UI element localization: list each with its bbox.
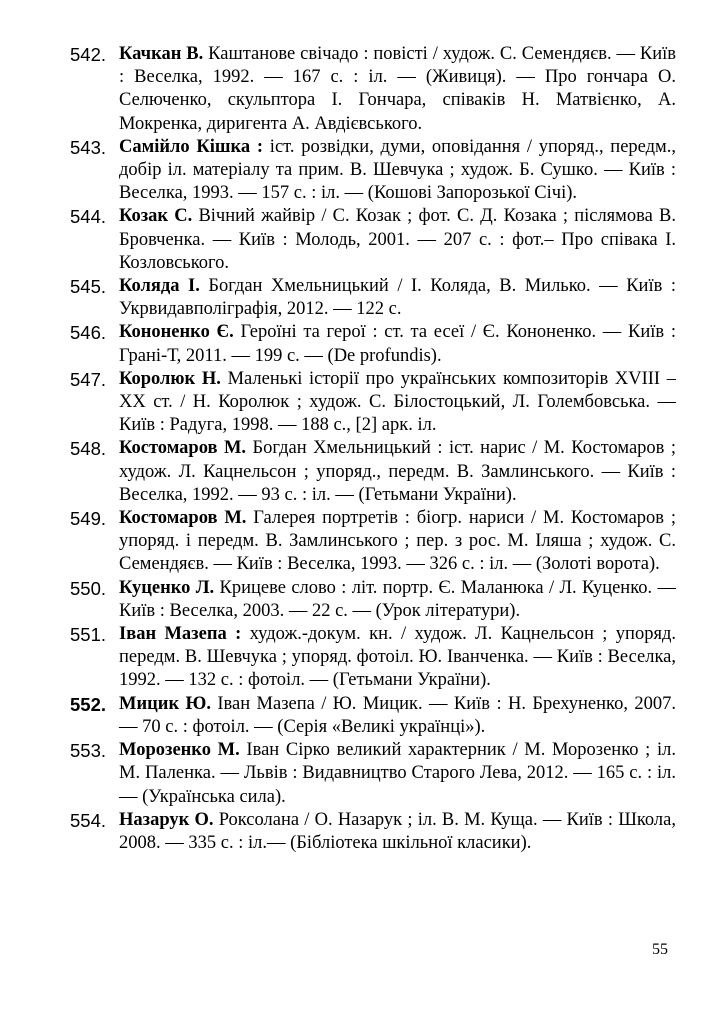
entry-text: іст. розвідки, думи, оповідання / упоряд., передм., добір іл. матеріалу та прим. В. Шевчука ; худож. Б. Сушко. — Київ : Веселка, 1993. — 157 с. : іл. — (Кошові Запорозької Січі). [119, 136, 676, 204]
bibliography-entry-553 [70, 739, 676, 809]
entry-author: Королюк Н. [119, 368, 221, 389]
entry-number: 553. [70, 740, 107, 762]
bibliography-entry-547 [70, 368, 676, 438]
entry-number: 545. [70, 276, 107, 298]
bibliography-entry-544 [70, 205, 676, 275]
entry-text: худож.-докум. кн. / худож. Л. Кацнельсон ; упоряд. передм. В. Шевчука ; упоряд. фотоіл. Ю. Іванченка. — Київ : Веселка, 1992. — 132 с. : фотоіл. — (Гетьмани України). [119, 624, 676, 691]
entry-text: Маленькі історії про українських композиторів XVIII – XX ст. / Н. Королюк ; худож. С. Білостоцький, Л. Голембовська. — Київ : Радуга, 1998. — 188 с., [2] арк. іл. [119, 368, 677, 436]
bibliography-entry-543 [70, 136, 676, 206]
entry-author: Самійло Кішка : [119, 136, 264, 157]
entry-number: 552. [70, 693, 107, 715]
bibliography-entry-552 [70, 693, 676, 739]
entry-number: 554. [70, 809, 107, 831]
entry-author: Коляда І. [119, 276, 200, 297]
entry-number: 549. [70, 508, 107, 530]
entry-text: Крицеве слово : літ. портр. Є. Маланюка / Л. Куценко. — Київ : Веселка, 2003. — 22 с. — (Урок літератури). [119, 577, 676, 621]
bibliography-entry-551 [70, 623, 676, 693]
entry-text: Вічний жайвір / С. Козак ; фот. С. Д. Козака ; післямова В. Бровченка. — Київ : Молодь, 2001. — 207 с. : фот.– Про співака І. Козловського. [119, 206, 676, 273]
entry-text: Роксолана / О. Назарук ; іл. В. М. Куща. — Київ : Школа, 2008. — 335 с. : іл.— (Бібліотека шкільної класики). [119, 809, 676, 853]
entry-author: Кононенко Є. [119, 322, 234, 343]
entry-number: 551. [70, 624, 107, 646]
entry-text: Каштанове свічадо : повісті / худож. С. Семендяєв. — Київ : Веселка, 1992. — 167 с. : іл. — (Живиця). — Про гончара О. Селюченко, скульптора І. Гончара, співаків Н. Матвієнко, А. Мокренка, диригента А. Авдієвського. [119, 44, 677, 134]
entry-author: Козак С. [119, 206, 193, 227]
entry-author: Мицик Ю. [119, 693, 211, 714]
bibliography-entry-546 [70, 321, 676, 367]
entry-text: Галерея портретів : біогр. нариси / М. Костомаров ; упоряд. і передм. В. Замлинського ; пер. з рос. М. Іляша ; худож. С. Семендяєв. — Київ : Веселка, 1993. — 326 с. : іл. — (Золоті ворота). [119, 508, 676, 575]
entry-author: Качкан В. [119, 44, 204, 64]
entry-number: 544. [70, 206, 107, 228]
entry-author: Іван Мазепа : [119, 624, 242, 645]
entry-author: Костомаров М. [119, 508, 247, 529]
entry-number: 550. [70, 577, 107, 599]
bibliography-entry-545 [70, 275, 676, 321]
entry-number: 548. [70, 438, 107, 460]
entry-author: Костомаров М. [119, 438, 247, 459]
bibliography-entry-550 [70, 577, 676, 623]
entry-author: Морозенко М. [119, 740, 240, 761]
entry-text: Героїні та герої : ст. та есеї / Є. Кононенко. — Київ : Грані-Т, 2011. — 199 с. — (De profundis). [119, 322, 676, 366]
entry-author: Куценко Л. [119, 577, 215, 598]
bibliography-entry-548 [70, 437, 676, 507]
entry-number: 546. [70, 322, 107, 344]
entry-text: Іван Сірко великий характерник / М. Морозенко ; іл. М. Паленка. — Львів : Видавництво Старого Лева, 2012. — 165 с. : іл. — (Українська сила). [119, 740, 676, 807]
entry-text: Богдан Хмельницький / І. Коляда, В. Милько. — Київ : Укрвидавполіграфія, 2012. — 122 с. [119, 276, 676, 320]
bibliography-entry-542 [70, 43, 676, 136]
bibliography-entry-549 [70, 507, 676, 577]
entry-number: 547. [70, 368, 107, 390]
entry-number: 542. [70, 44, 107, 65]
entry-author: Назарук О. [119, 809, 214, 830]
entry-number: 543. [70, 136, 107, 158]
entry-text: Богдан Хмельницький : іст. нарис / М. Костомаров ; худож. Л. Кацнельсон ; упоряд., передм. В. Замлинського. — Київ : Веселка, 1992. — 93 с. : іл. — (Гетьмани України). [119, 438, 677, 505]
page-number: 55 [652, 941, 668, 958]
bibliography-entry-554 [70, 809, 676, 855]
bibliography-list [70, 43, 676, 855]
entry-text: Іван Мазепа / Ю. Мицик. — Київ : Н. Брехуненко, 2007. — 70 с. : фотоіл. — (Серія «Великі українці»). [119, 693, 676, 737]
